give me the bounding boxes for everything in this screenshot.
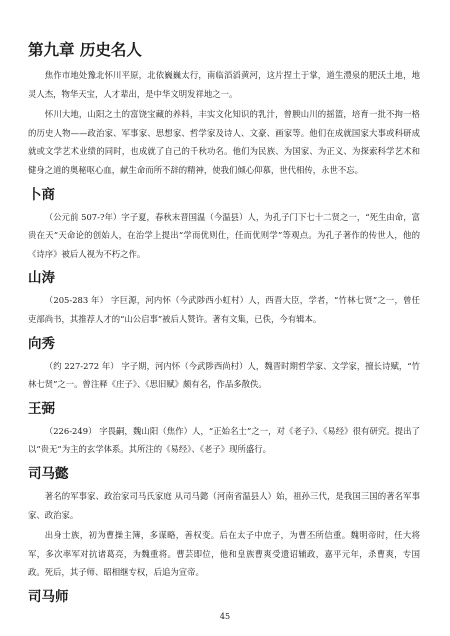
section-heading-bu-shang: 卜商 — [28, 186, 55, 203]
section-paragraph: （205-283 年） 字巨源，河内怀（今武陟西小虹村）人，西晋大臣，学者，“竹林七贤”之一，曾任吏部尚书，其推荐人才的“山公启事”被后人赞许。著有文集，已佚，今有辑本。 — [28, 295, 420, 324]
intro-paragraph: 怀川大地，山阳之土的富饶宝藏的养料，丰实文化知识的乳汁，曾腴山川的摇篮，培育一批不拘一格的历史人物——政治家、军事家、思想家、哲学家及诗人、文豪、画家等。他们在成就国家大事或科研成就或文学艺术业绩的同时，也成就了自己的千秋功名。他们为民族、为国家、为正义、为探索科学艺术和健身之道的奥秘呕心血，献生命而所不辞的精神，使我们倾心仰慕，世代相传，永世不忘。 — [28, 109, 420, 175]
section-paragraph: （公元前 507-?年）字子夏，春秋末晋国温（今温县）人，为孔子门下七十二贤之一，“死生由命，富贵在天”天命论的创始人，在治学上提出“学而优则仕，任而优则学”等观点。为孔子著作的传世人，他的《诗序》被后人视为不朽之作。 — [28, 211, 420, 259]
section-heading-xiang-xiu: 向秀 — [28, 335, 55, 352]
section-heading-wang-bi: 王弼 — [28, 400, 55, 417]
section-heading-shan-tao: 山涛 — [28, 270, 55, 287]
page-number: 45 — [219, 612, 231, 621]
section-heading-sima-yi: 司马懿 — [28, 465, 69, 482]
section-paragraph: （约 227-272 年） 字子期，河内怀（今武陟西尚村）人，魏晋时期哲学家、文学家，擅长诗赋，“竹林七贤”之一。曾注释《庄子》、《思旧赋》颇有名，作品多散佚。 — [28, 360, 420, 390]
section-paragraph: （226-249） 字畏嗣，魏山阳（焦作）人，“正始名士”之一，对《老子》、《易经》很有研究。提出了以“贵无”为主的玄学体系。其所注的《易经》、《老子》现所盛行。 — [28, 425, 420, 455]
intro-paragraph: 焦作市地处豫北怀川平原，北依巍巍太行，南临滔滔黄河，这片捏土于掌，道生澧泉的肥沃土地，地灵人杰，物华天宝，人才辈出，是中华文明发祥地之一。 — [28, 70, 420, 99]
section-paragraph: 著名的军事家、政治家司马氏家庭 从司马懿（河南省温县人）始，祖孙三代，是我国三国的著名军事家、政治家。 — [28, 490, 420, 520]
page-content — [28, 40, 420, 610]
chapter-title: 第九章 历史名人 — [28, 41, 142, 59]
section-paragraph: 出身士族，初为曹操主簿，多谋略，善权变。后在太子中庶子，为曹丕所信重。魏明帝时，任大将军，多次率军对抗诸葛亮，为魏重将。曹芸即位，他和皇族曹爽受遗诏辅政，嘉平元年，杀曹爽，专国政。死后，其子师、昭相继专权，后追为宣帝。 — [28, 530, 420, 578]
section-heading-sima-shi: 司马师 — [28, 588, 69, 605]
